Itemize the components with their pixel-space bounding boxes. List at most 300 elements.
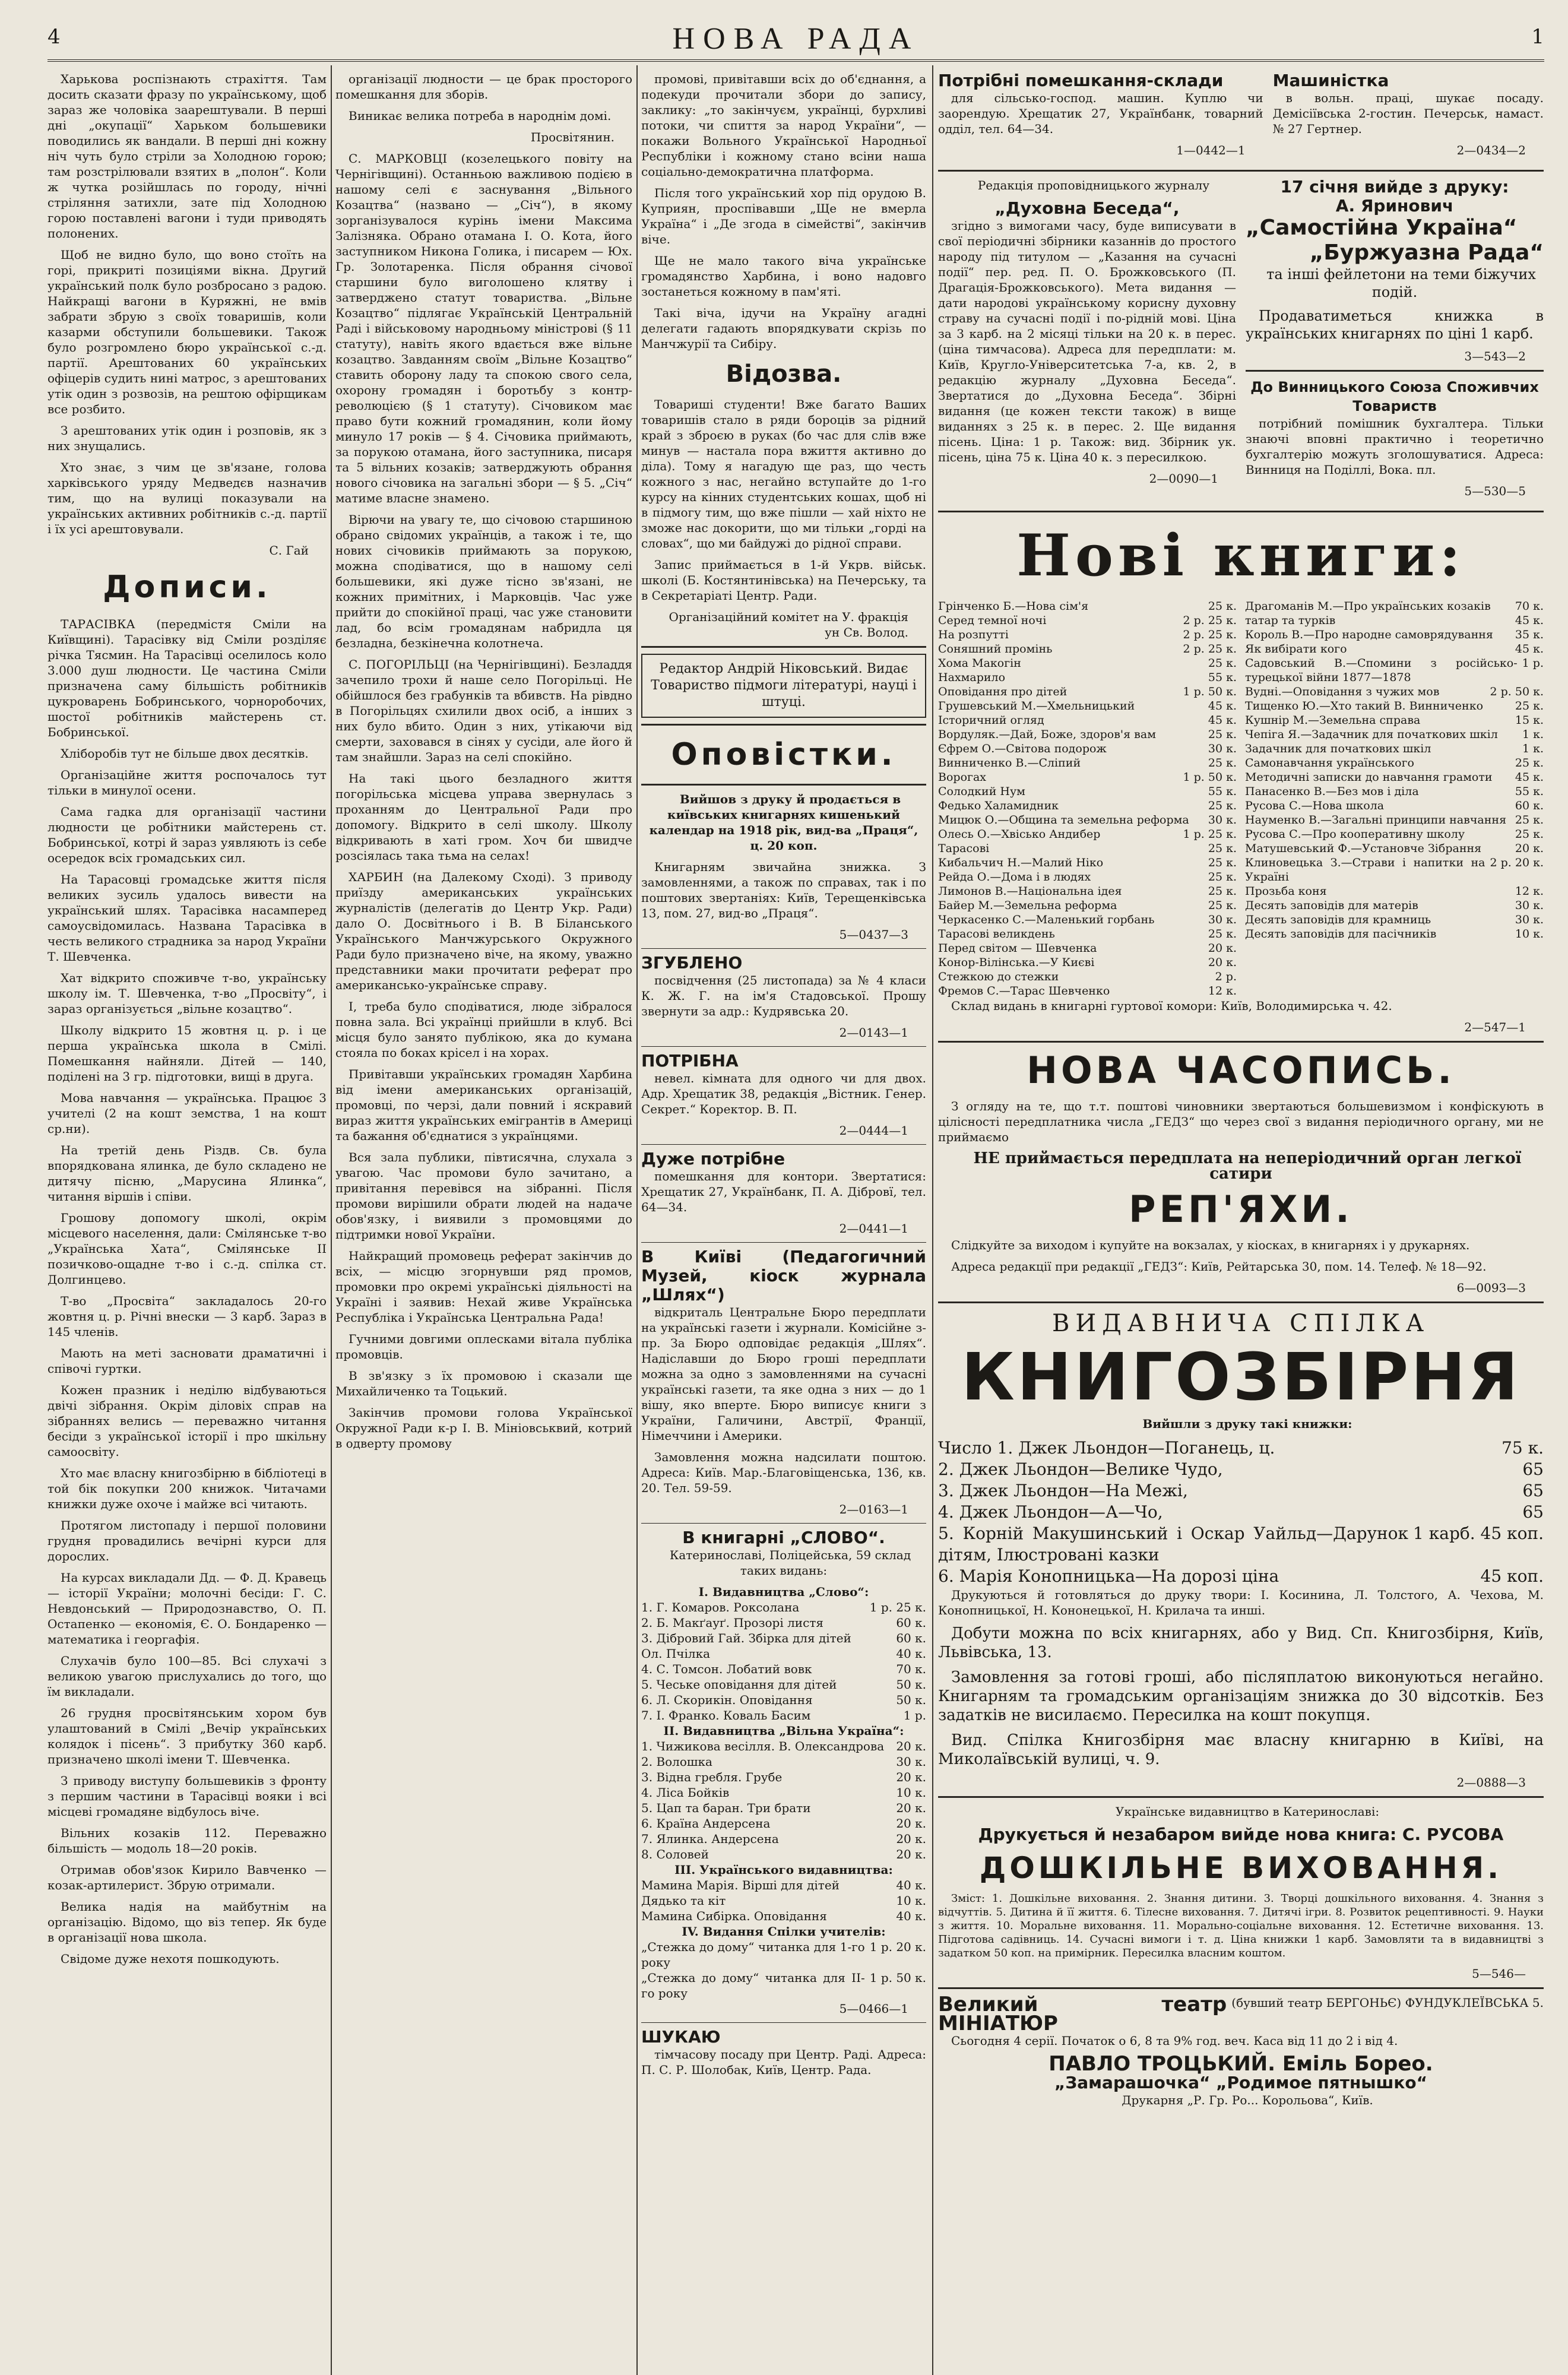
yarynovych-title-1: „Самостійна Україна“ — [1246, 216, 1518, 240]
book-item — [1245, 841, 1544, 856]
theatre-play: „Замарашочка“ „Родимое пятнышко“ — [1054, 2073, 1427, 2092]
ad-ref: 1—0442—1 — [1176, 143, 1246, 157]
ad-rooms-text: для сільсько-господ. машин. Куплю чи заорендую. Хрещатик 27, Українбанк, товарний одділ, тел. 64—34. — [938, 91, 1263, 136]
slovo-item-price: 20 к. — [896, 1801, 926, 1815]
page-number-right: 1 — [1531, 25, 1544, 49]
yarynovych-sub: та інші фейлетони на теми біжучих подій. — [1266, 266, 1536, 300]
book-item — [1245, 770, 1544, 784]
article-paragraph: Вільних козаків 112. Переважно більшість — модоль 18—20 років. — [47, 1826, 327, 1855]
divider — [938, 511, 1544, 512]
ad-calendar-text: Книгарням звичайна знижка. З замовленнями, а також по справах, так і по поштових звертаніях: Київ, Терещенківська 13, пом. 27, вид-во „Праця“. — [641, 860, 926, 920]
book-item-price: 70 к. — [1515, 600, 1544, 613]
book-item — [938, 756, 1237, 770]
book-item-price: 20 к. — [1208, 956, 1237, 969]
article-paragraph: Запис приймається в 1-й Укрв. військ. школі (Б. Костянтинівська) на Печерську, та в Секретаріаті Центр. Ради. — [641, 558, 926, 603]
slovo-item-price: 20 к. — [896, 1832, 926, 1846]
book-item — [1245, 813, 1544, 827]
theatre-title: Великий театр МІНІАТЮР — [938, 1993, 1227, 2035]
slovo-item-title: 6. Країна Андерсена — [641, 1816, 771, 1831]
book-item-price: 25 к. — [1208, 756, 1237, 770]
column-3 — [641, 71, 926, 2375]
article-paragraph: Виникає велика потреба в народнім домі. — [349, 109, 612, 123]
article-signature: Просвітянин. — [530, 130, 614, 144]
column-1 — [47, 71, 327, 2375]
book-item-title: Чепіга Я.—Задачник для початкових шкіл — [1245, 728, 1498, 741]
slovo-item-price: 1 р. — [903, 1708, 926, 1722]
book-item-price: 1 р. 50 к. — [1183, 685, 1237, 698]
article-paragraph: Гучними довгими оплесками вітала публіка промовців. — [335, 1332, 632, 1361]
slovo-item-price: 30 к. — [896, 1755, 926, 1769]
book-item-price: 30 к. — [1515, 913, 1544, 926]
book-item — [938, 670, 1237, 685]
slovo-item-title: 2. Б. Макґауґ. Прозорі листя — [641, 1616, 824, 1630]
kn-order: Замовлення за готові гроші, або післяплатою виконуються негайно. Книгарням та громадським організаціям знижка до 30 відсотків. Без задатків не висилаємо. Пересилка на кошт покупця. — [938, 1668, 1544, 1724]
book-item-price: 25 к. — [1208, 799, 1237, 812]
article-paragraph: Ще не мало такого віча українське громадянство Харбина, і воно надовго зостанеться кожному в пам'яті. — [641, 254, 926, 299]
book-item-price: 12 к. — [1208, 984, 1237, 998]
book-item-title: На розпутті — [938, 628, 1009, 641]
page-header — [47, 18, 1544, 62]
book-item-title: Байер М.—Земельна реформа — [938, 899, 1117, 912]
book-item-price: 45 к. — [1208, 714, 1237, 727]
book-item — [1245, 898, 1544, 913]
ad-ref: 2—547—1 — [1464, 1020, 1526, 1034]
article-paragraph: Школу відкрито 15 жовтня ц. р. і це перша українська школа в Смілі. Помешкання найняли. Дітей — 140, поділені на 3 гр. підготовки, вищі в друга. — [47, 1023, 327, 1084]
slovo-item-price: 20 к. — [896, 1816, 926, 1831]
section-title: Дописи. — [103, 569, 271, 605]
book-item-price: 20 к. — [1515, 842, 1544, 855]
slovo-item-price: 1 р. 50 к. — [869, 1971, 926, 1985]
article-paragraph: Т-во „Просвіта“ закладалось 20-го жовтня ц. р. Річні внески — 3 карб. Зараз в 145 членів. — [47, 1294, 327, 1339]
slovo-sub: Катеринославі, Поліцейська, 59 склад таких видань: — [669, 1548, 911, 1578]
book-item — [1245, 713, 1544, 727]
book-item-title: Драгоманів М.—Про українських козаків — [1245, 600, 1491, 613]
book-item — [1245, 799, 1544, 813]
article-paragraph: Організаційне життя роспочалось тут тільки в минулої осени. — [47, 768, 327, 797]
book-item-title: Самонавчання українського — [1245, 756, 1414, 770]
vinnytsia-text: потрібний помішник бухгалтера. Тільки знаючі вповні практично і теоретично бухгалтерію можуть зголошуватися. Адреса: Винниця на Поділлі, Вока. пл. — [1246, 416, 1544, 477]
book-item-title: Панасенко В.—Без мов і діла — [1245, 785, 1419, 798]
page-number-left: 4 — [47, 25, 61, 49]
yarynovych-head: 17 січня вийде з друку: — [1280, 177, 1509, 197]
divider — [641, 784, 926, 786]
slovo-item — [641, 1754, 926, 1769]
book-item-title: Десять заповідів для матерів — [1245, 899, 1418, 912]
divider — [938, 1987, 1544, 1989]
book-item-price: 1 к. — [1522, 742, 1544, 755]
book-item — [938, 656, 1237, 670]
book-item-price: 15 к. — [1515, 714, 1544, 727]
slovo-item-title: Ол. Пчілка — [641, 1646, 711, 1661]
slovo-item — [641, 1847, 926, 1862]
slovo-item-title: „Стежка до дому“ читанка для ІІ-го року — [641, 1971, 865, 2000]
book-item-price: 45 к. — [1208, 699, 1237, 712]
rusova-body: Зміст: 1. Дошкільне виховання. 2. Знання дитини. 3. Творці дошкільного виховання. 4. Знання з відчуттів. 5. Дитина й її життя. 6. Тілесне виховання. 7. Дитячі ігри. 8. Розвиток рецептивності. 9. Науки з життя. 10. Моральне виховання. 11. Морально-соціальне виховання. 12. Естетичне виховання. 13. Підготова садівниць. 14. Сучасні вимоги і т. д. Ціна книжки 1 карб. Замовляти та в видавництві з задатком 50 коп. на примірник. Пересилка власним коштом. — [938, 1892, 1544, 1959]
book-item — [1245, 784, 1544, 799]
slovo-item-title: 3. Дібровий Гай. Збірка для дітей — [641, 1631, 851, 1645]
article-paragraph: Хат відкрито споживче т-во, українську школу ім. Т. Шевченка, т-во „Просвіту“, і зараз організується „вільне козацтво“. — [47, 971, 327, 1016]
book-item-title: Черкасенко С.—Маленький горбань — [938, 913, 1155, 926]
ad-dukhovna — [938, 178, 1236, 505]
ad-seek-text: тімчасову посаду при Центр. Раді. Адреса: П. С. Р. Шолобак, Київ, Центр. Рада. — [641, 2047, 926, 2077]
ad-seek-title: ШУКАЮ — [641, 2027, 721, 2047]
book-item — [938, 727, 1237, 742]
knyhozbirnia-list — [938, 1437, 1544, 1587]
ad-ref: 6—0093—3 — [1456, 1281, 1526, 1295]
column-rule — [636, 65, 638, 2375]
article-paragraph: Свідоме дуже нехотя пошкодують. — [61, 1952, 280, 1966]
kn-buy: Добути можна по всіх книгарнях, або у Вид. Сп. Книгозбірня, Київ, Львівська, 13. — [938, 1624, 1544, 1661]
column-rule — [932, 65, 933, 2375]
book-item — [938, 955, 1237, 970]
slovo-section: ІІІ. Українського видавництва: — [674, 1863, 893, 1877]
book-item-price: 25 к. — [1515, 756, 1544, 770]
book-item-title: Король В.—Про народне самоврядування — [1245, 628, 1493, 641]
article-paragraph: Вірючи на увагу те, що січовою старшиною обрано свідомих українців, а також і те, що нових січовиків приймають за порукою, можна сподіватися, що в нашому селі большевики, які дуже тісно зв'язані, не кожних примітних, і Марковців. Час уже прийти до спокійної праці, час уже становити лад, бо всім громадянам набридла ця безладна, безкінечна колотнеча. — [335, 512, 632, 650]
article-paragraph: На такі цього безладного життя погорільська місцева управа звернулась з проханням до Центральної Ради про допомогу. Відкрито в селі школу. Школу відкривають в хаті гром. Хоч би швидче розсіялась така тьма на селах! — [335, 771, 632, 863]
printer-footer: Друкарня „Р. Гр. Ро... Корольова“, Київ. — [1122, 2093, 1373, 2107]
slovo-item-title: 5. Цап та баран. Три брати — [641, 1801, 811, 1815]
book-item — [938, 970, 1237, 984]
book-item-title: Вордуляк.—Дай, Боже, здоров'я вам — [938, 728, 1156, 741]
ad-rooms-title: Потрібні помешкання-склади — [938, 71, 1224, 90]
books-column-right — [1245, 599, 1544, 998]
theatre-names: ПАВЛО ТРОЦЬКИЙ. Еміль Борео. — [1048, 2052, 1433, 2076]
book-item — [938, 913, 1237, 927]
slovo-item — [641, 1800, 926, 1816]
book-item — [1245, 727, 1544, 742]
knyhozbirnia-item-title: 4. Джек Льондон—А—Чо, — [938, 1502, 1163, 1522]
article-paragraph: На курсах викладали Дд. — Ф. Д. Кравець — історії України; молочні бесіди: Г. С. Невдонський — Природознавство, О. П. Остапенко — економія, Є. О. Бондаренко — математика і георгафія. — [47, 1570, 327, 1646]
ad-need2-title: Дуже потрібне — [641, 1149, 785, 1168]
book-item-title: Солодкий Нум — [938, 785, 1025, 798]
article-paragraph: Закінчив промови голова Української Окружної Ради к-р І. В. Мініовськвий, котрий в одверту промову — [335, 1405, 632, 1451]
yarynovych-title-2: „Буржуазна Рада“ — [1309, 240, 1544, 265]
divider — [641, 1242, 926, 1243]
kn-print: Друкуються й готовляться до друку твори: І. Косинина, Л. Толстого, А. Чехова, М. Конопницької, Н. Кононецької, Н. Крилача та инші. — [938, 1588, 1544, 1617]
slovo-item — [641, 1908, 926, 1924]
new-books-list — [938, 599, 1544, 998]
repiakhy-title: РЕП'ЯХИ. — [1129, 1188, 1353, 1231]
book-item-title: Десять заповідів для пасічників — [1245, 927, 1437, 940]
slovo-item — [641, 1630, 926, 1646]
vinnytsia-title: До Винницького Союза Споживчих Товариств — [1250, 379, 1539, 414]
slovo-item — [641, 1769, 926, 1785]
ad-typist-text: в вольн. праці, шукає посаду. Демісіївська 2-гостин. Печерськ, намаст. № 27 Гертнер. — [1272, 91, 1544, 136]
dukhovna-head: Редакція проповідницького журналу — [977, 178, 1210, 192]
book-item-title: Конор-Вілінська.—У Києві — [938, 956, 1095, 969]
yarynovych-price: Продаватиметься книжка в українських книгарнях по ціні 1 карб. — [1246, 308, 1544, 342]
mid-ads-row — [938, 178, 1544, 505]
book-item-price: 55 к. — [1515, 785, 1544, 798]
article-paragraph: Протягом листопаду і першої половини грудня провадились вечірні курси для дорослих. — [47, 1518, 327, 1563]
article-paragraph: Вся зала публики, півтисячна, слухала з увагою. Час промови було зачитано, а привітання перевівся на зібранні. Після промови вирішили обрати людей на надаче обов'язку, і виявили з промовцями до підтримки нової України. — [335, 1150, 632, 1242]
ad-kyiv-text: відкриталь Центральне Бюро передплати на українські газети і журнали. Комісійне з-пр. За Бюро одповідає редакція „Шлях“. Надіславши до Бюро гроші передплати можна за одно з замовленнями на сучасні українські газети, та яке одна з них — до 1 вішу, яко вперте. Бюро виписує книги з України, Галичини, Австрії, Франції, Німеччини і Америки. — [641, 1305, 926, 1443]
book-item-title: Оповідання про дітей — [938, 685, 1067, 698]
book-item — [1245, 699, 1544, 713]
repiakhy-addr: Адреса редакції при редакції „ГЕДЗ“: Київ, Рейтарська 30, пом. 14. Телеф. № 18—92. — [951, 1259, 1487, 1274]
article-paragraph: Сама гадка для організації частини людности це робітники майстерень ст. Бобринської, котрі й зараз уявляють із себе осередок всіх громадських сил. — [47, 805, 327, 865]
divider — [1246, 370, 1544, 372]
book-item-title: Винниченко В.—Сліпий — [938, 756, 1081, 770]
book-item-title: Як вибірати кого — [1245, 642, 1347, 656]
top-ads-row — [938, 71, 1544, 164]
divider — [641, 1144, 926, 1145]
slovo-item-price: 70 к. — [896, 1662, 926, 1676]
slovo-title: В книгарні „СЛОВО“. — [682, 1528, 885, 1547]
book-item-title: Олесь О.—Хвісько Андибер — [938, 828, 1101, 841]
book-item-title: Задачник для початкових шкіл — [1245, 742, 1431, 755]
book-item — [938, 941, 1237, 955]
ad-ref: 5—546— — [1472, 1966, 1526, 1981]
book-item — [938, 898, 1237, 913]
book-item-price: 12 к. — [1515, 885, 1544, 898]
slovo-item — [641, 1738, 926, 1754]
ad-calendar: Вийшов з друку й продається в київських книгарнях кишенький календар на 1918 рік, вид-ва „Праця“, ц. 20 коп. — [649, 792, 918, 853]
slovo-section: IV. Видання Спілки учителів: — [682, 1924, 886, 1939]
article-paragraph: Хто має власну книгозбірню в бібліотеці в той бік покупки 200 книжок. Читачами книжки дуже охоче і майже всі читають. — [47, 1466, 327, 1511]
ad-typist — [1273, 71, 1544, 164]
slovo-section: І. Видавництва „Слово“: — [698, 1585, 869, 1599]
book-item — [1245, 642, 1544, 656]
slovo-item-price: 20 к. — [896, 1847, 926, 1861]
article-paragraph: Велика надія на майбутнім на організацію. Відомо, що віз тепер. Як буде в організації нова школа. — [47, 1899, 327, 1945]
book-item-title: Фремов С.—Тарас Шевченко — [938, 984, 1110, 998]
book-item-title: Нахмарило — [938, 671, 1006, 684]
book-item-title: Історичний огляд — [938, 714, 1044, 727]
book-item-title: Грінченко Б.—Нова сім'я — [938, 600, 1089, 613]
book-item — [938, 613, 1237, 628]
theatre-head — [938, 1995, 1544, 2033]
rusova-head: Друкується й незабаром вийде нова книга: С. РУСОВА — [978, 1825, 1504, 1844]
published-label: Вийшли з друку такі книжки: — [1142, 1417, 1352, 1431]
book-item — [1245, 913, 1544, 927]
book-item — [1245, 628, 1544, 642]
knyhozbirnia-item-title: Число 1. Джек Льондон—Поганець, ц. — [938, 1438, 1275, 1458]
slovo-item — [641, 1877, 926, 1893]
book-item-title: Кушнір М.—Земельна справа — [1245, 714, 1421, 727]
knyhozbirnia-item-title: 2. Джек Льондон—Велике Чудо, — [938, 1459, 1223, 1479]
book-item — [1245, 613, 1544, 628]
book-item-price: 20 к. — [1208, 942, 1237, 955]
knyhozbirnia-item — [938, 1459, 1544, 1480]
article-paragraph: промові, привітавши всіх до об'єднання, а подекуди прочитали збори до запису, заклику: „то закінчуєм, українці, бурхливі потоки, чи спиття за народ України“, — покажи Вольного Української Народньої Республіки і кожному стано всіни наша соціально-демократична платформа. — [641, 72, 926, 179]
article-paragraph: С. МАРКОВЦІ (козелецького повіту на Чернігівщині). Останньою важливою подією в нашому селі є заснування „Вільного Козацтва“ (названо — „Січ“), в якому зорганізувалося курінь імени Максима Залізняка. Обрано отамана І. О. Кота, його заступником Никона Голика, і писарем — Юх. Гр. Золотаренка. Після обрання січової старшини було виголошено клятву і затверджено статут товариства. „Вільне Козацтво“ підлягає Українській Центральній Раді і військовому народньому міністрові (§ 11 статуту), навіть якого вдається вже вільне козацтво. Завданням своїм „Вільне Козацтво“ ставить оборону ладу та спокою свого села, охорону громадян і боротьбу з контр-революцією (§ 1 статуту). Січовиком має право бути кожний громадянин, коли йому минуло 17 років — § 4. Січовика приймають, за порукою отамана, його заступника, писаря та 5 вільних козаків; затверджують обрання нового січовика на загальні збори — § 5. „Січ“ матиме власне знамено. — [335, 151, 632, 505]
article-paragraph: ХАРБИН (на Далекому Сході). З приводу приїзду американських українських журналістів (делегатів до Центр Укр. Ради) дало О. Досвітнього і В. В Біланського Українського Манчжурського Окружного Ради було призначено віче, на якому, уважно представники маки прочитати реферат про американсько-українське справу. — [335, 870, 632, 992]
new-books-title: Нові книги: — [1016, 522, 1465, 589]
slovo-item-title: 1. Чижикова весілля. В. Олександрова — [641, 1739, 885, 1753]
slovo-item — [641, 1893, 926, 1908]
book-item — [938, 685, 1237, 699]
book-item-title: Мицюк О.—Община та земельна реформа — [938, 813, 1189, 826]
slovo-list — [641, 1738, 926, 1862]
knyhozbirnia-item-title: 6. Марія Конопницька—На дорозі ціна — [938, 1566, 1279, 1586]
book-item — [938, 827, 1237, 841]
article-paragraph: Хто знає, з чим це зв'язане, голова харківського уряду Медведєв назначив тим, що на вулиці показували на українських активних робітників с.-д. партії і їх усі арештовували. — [47, 460, 327, 536]
slovo-list — [641, 1939, 926, 2001]
book-item — [1245, 656, 1544, 685]
book-item-price: 25 к. — [1208, 600, 1237, 613]
editor-box: Редактор Андрій Ніковський. Видає Товариство підмоги літературі, науці і штуці. — [641, 654, 926, 718]
yarynovych-author: А. Яринович — [1335, 196, 1454, 216]
article-paragraph: В зв'язку з їх промовою і сказали ще Михайличенко та Тоцький. — [335, 1369, 632, 1398]
book-item — [938, 784, 1237, 799]
slovo-item-title: 8. Соловей — [641, 1847, 709, 1861]
slovo-list — [641, 1600, 926, 1723]
knyhozbirnia-item-title: 3. Джек Льондон—На Межі, — [938, 1481, 1188, 1500]
book-item-price: 10 к. — [1515, 927, 1544, 940]
ad-yarynovych — [1246, 178, 1544, 505]
slovo-item — [641, 1831, 926, 1847]
book-item-title: Тарасові — [938, 842, 990, 855]
divider — [938, 1796, 1544, 1798]
book-item-title: Лимонов В.—Національна ідея — [938, 885, 1122, 898]
book-item — [938, 799, 1237, 813]
article-paragraph: Харькова роспізнають страхіття. Там досить сказати фразу по українському, щоб зараз же чоловіка заарештували. В перші дні „окупації“ Харьком большевики поводились як вандали. В перші дні кожну ніч чуть було стріли за Холодною горою; там розстрілювали взятих в „полон“. Коли ж чутка розійшлась по городу, нічні стріляння затихли, зате під Холодною горою поставлені вагони і туди приводять полонених. — [47, 72, 327, 240]
slovo-item — [641, 1600, 926, 1615]
book-item-title: Методичні записки до навчання грамоти — [1245, 771, 1493, 784]
book-item-price: 25 к. — [1208, 885, 1237, 898]
not-accepted: НЕ приймається передплата на неперіодичний орган легкої сатири — [973, 1150, 1522, 1183]
book-item-price: 2 р. 50 к. — [1490, 685, 1544, 698]
knyhozbirnia-item-price: 65 — [1522, 1502, 1544, 1522]
knyhozbirnia-item — [938, 1437, 1544, 1459]
slovo-item-price: 50 к. — [896, 1677, 926, 1692]
kn-store: Вид. Спілка Книгозбірня має власну книгарню в Київі, на Миколаївській вулиці, ч. 9. — [938, 1731, 1544, 1768]
ad-ref: 2—0143—1 — [839, 1025, 908, 1040]
book-item-price: 1 р. 25 к. — [1183, 828, 1237, 841]
book-item — [938, 927, 1237, 941]
book-item-title: Хома Макогін — [938, 657, 1021, 670]
article-paragraph: Мають на меті засновати драматичні і співочі гуртки. — [47, 1346, 327, 1376]
announcements-title: Оповістки. — [671, 737, 897, 772]
slovo-item-price: 1 р. 25 к. — [869, 1600, 926, 1614]
book-item-price: 2 р. — [1215, 970, 1237, 983]
article-paragraph: На Тарасовці громадське життя після великих зусиль удалось вивести на український шлях. Тарасівка насамперед самоусвідомилась. Названа Тарасівка в честь великого страдника за народ України Т. Шевченка. — [47, 872, 327, 964]
ad-ref: 5—530—5 — [1464, 484, 1526, 498]
book-item-price: 25 к. — [1515, 828, 1544, 841]
book-item-price: 2 р. 25 к. — [1183, 614, 1237, 627]
ad-ref: 3—543—2 — [1464, 349, 1526, 363]
article-paragraph: Найкращий промовець реферат закінчив до всіх, — місцю згорнувши ряд промов, промовки про окремі українські діяльності на Україні і заявив: Нехай живе Українська Республіка і Українська Центральна Рада! — [335, 1249, 632, 1325]
book-item-price: 55 к. — [1208, 785, 1237, 798]
slovo-item-price: 20 к. — [896, 1739, 926, 1753]
divider — [641, 948, 926, 949]
book-item-title: Грушевський М.—Хмельницький — [938, 699, 1135, 712]
knyhozbirnia-item — [938, 1566, 1544, 1587]
article-signature: С. Гай — [269, 543, 309, 558]
rusova-title: ДОШКІЛЬНЕ ВИХОВАННЯ. — [979, 1851, 1503, 1885]
book-item-title: Русова С.—Нова школа — [1245, 799, 1385, 812]
ad-kyiv-text: Замовлення можна надсилати поштою. Адреса: Київ. Мар.-Благовіщенська, 136, кв. 20. Тел. 59-59. — [641, 1450, 926, 1495]
slovo-item-title: 4. Ліса Бойків — [641, 1785, 730, 1800]
book-item-price: 45 к. — [1515, 642, 1544, 656]
slovo-item-title: Мамина Марія. Вірші для дітей — [641, 1878, 840, 1892]
book-item — [1245, 884, 1544, 898]
book-item-title: татар та турків — [1245, 614, 1336, 627]
book-item-price: 1 р. — [1522, 657, 1544, 670]
book-item-price: 2 р. 25 к. — [1183, 628, 1237, 641]
ad-need-text: невел. кімната для одного чи для двох. Адр. Хрещатик 38, редакція „Вістник. Генер. Секрет.“ Коректор. В. П. — [641, 1071, 926, 1116]
slovo-list — [641, 1877, 926, 1924]
slovo-item-title: 3. Відна гребля. Грубе — [641, 1770, 783, 1784]
book-item-price: 25 к. — [1208, 842, 1237, 855]
slovo-item-price: 60 к. — [896, 1616, 926, 1630]
article-paragraph: Після того український хор під орудою В. Куприян, проспівавши „Ще не вмерла Україна“ і „Де згода в сімействі“, закінчив віче. — [641, 186, 926, 246]
book-item-price: 30 к. — [1208, 742, 1237, 755]
book-item-price: 25 к. — [1208, 728, 1237, 741]
slovo-item-title: 7. І. Франко. Коваль Басим — [641, 1708, 811, 1722]
ad-rooms — [938, 71, 1263, 164]
book-item — [1245, 599, 1544, 613]
book-item-price: 25 к. — [1515, 813, 1544, 826]
ad-ref: 5—0466—1 — [839, 2002, 908, 2016]
book-item-price: 60 к. — [1515, 799, 1544, 812]
book-item-title: Садовський В.—Спомини з російсько-турецької війни 1877—1878 — [1245, 657, 1518, 684]
slovo-item — [641, 1646, 926, 1661]
divider — [938, 1302, 1544, 1303]
dukhovna-title: „Духовна Беседа“, — [994, 198, 1180, 218]
book-item-price: 30 к. — [1515, 899, 1544, 912]
repiakhy-sub: Слідкуйте за виходом і купуйте на вокзалах, у кіосках, в книгарнях і у друкарнях. — [951, 1238, 1470, 1252]
divider — [641, 1046, 926, 1047]
book-item — [1245, 827, 1544, 841]
slovo-item — [641, 1692, 926, 1708]
book-item — [938, 841, 1237, 856]
slovo-item-title: 5. Чеське оповідання для дітей — [641, 1677, 837, 1692]
article-paragraph: С. ПОГОРІЛЬЦІ (на Чернігівщині). Безладдя зачепило трохи й наше село Погорільці. Не обійшлося без грабунків та вбивств. На рівдно в Погорільцях схилили двох осіб, а інших з них було вбито. Один з них, утікаючи від смерти, заховався в сінях у сусіди, але його й там знайшли. Зараз на селі спокійно. — [335, 657, 632, 764]
slovo-item — [641, 1708, 926, 1723]
book-item-title: Науменко В.—Загальні принципи навчання — [1245, 813, 1507, 826]
knyhozbirnia-item-price: 1 карб. 45 коп. — [1413, 1524, 1544, 1543]
book-item — [1245, 742, 1544, 756]
article-paragraph: Товариші студенти! Вже багато Ваших товаришів стало в ряди бороців за рідний край з зброєю в руках (бо час для слів вже минув — настала пора вжиття активно до діла). Тому я нагадую ще раз, що честь кожного з нас, негайно вступайте до 1-го курсу на кінних студентських кошах, щоб ні в підмогу тим, що вже пішли — хай ніхто не зможе нас докорити, що ми тільки „горді на словах“, що ми байдужі до рідної справи. — [641, 397, 926, 550]
book-item-price: 30 к. — [1208, 913, 1237, 926]
book-item-price: 25 к. — [1208, 657, 1237, 670]
slovo-section: ІІ. Видавництва „Вільна Україна“: — [663, 1724, 904, 1738]
book-item — [938, 699, 1237, 713]
knyhozbirnia-item-title: 5. Корній Макушинський і Оскар Уайльд—Дарунок дітям, Ілюстровані казки — [938, 1524, 1409, 1565]
knyhozbirnia-item — [938, 1523, 1544, 1566]
book-item — [938, 599, 1237, 613]
divider — [641, 1523, 926, 1524]
slovo-item — [641, 1615, 926, 1630]
slovo-item-price: 50 к. — [896, 1693, 926, 1707]
slovo-item — [641, 1785, 926, 1800]
column-2 — [335, 71, 632, 2375]
books-column-left — [938, 599, 1237, 998]
book-item — [938, 628, 1237, 642]
knyhozbirnia-item-price: 75 к. — [1502, 1438, 1544, 1458]
slovo-item-title: „Стежка до дому“ читанка для 1-го року — [641, 1940, 865, 1969]
divider — [641, 2022, 926, 2023]
slovo-item-title: 1. Г. Комаров. Роксолана — [641, 1600, 800, 1614]
book-item-title: Кибальчич Н.—Малий Ніко — [938, 856, 1104, 869]
article-paragraph: Хліборобів тут не більше двох десятків. — [61, 746, 309, 761]
article-paragraph: ТАРАСІВКА (передмістя Сміли на Київщині). Тарасівку від Сміли розділяє річка Тясмин. На Тарасівці оселилось коло 3.000 душ людности. Це частина Сміли призначена саму більшість робітників цукроварень Бобринського, чорноробочих, шостої робітників майстерень ст. Бобринської. — [47, 617, 327, 739]
book-item-price: 45 к. — [1515, 614, 1544, 627]
article-signature: Організаційний комітет на У. фракція ун Св. Волод. — [669, 610, 908, 639]
slovo-item — [641, 1939, 926, 1970]
slovo-item — [641, 1661, 926, 1677]
book-item-price: 30 к. — [1208, 813, 1237, 826]
book-item-title: Русова С.—Про кооперативну школу — [1245, 828, 1465, 841]
ad-lost-title: ЗГУБЛЕНО — [641, 953, 743, 973]
divider — [938, 1041, 1544, 1043]
book-item-title: Єфрем О.—Світова подорож — [938, 742, 1107, 755]
masthead: НОВА РАДА — [672, 22, 920, 56]
publisher-label: ВИДАВНИЧА СПІЛКА — [1051, 1310, 1430, 1337]
